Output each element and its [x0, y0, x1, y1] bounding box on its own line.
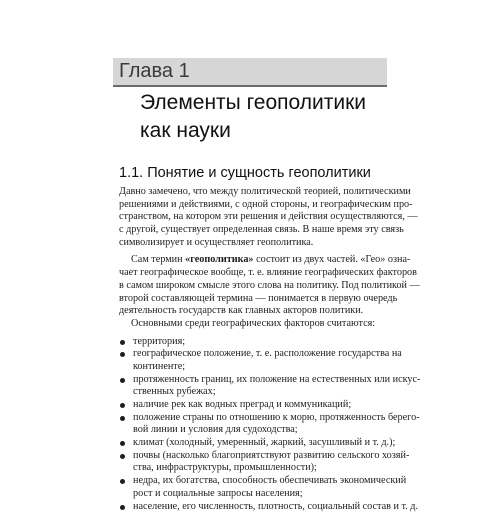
chapter-label: Глава 1 — [119, 57, 190, 85]
list-item — [119, 437, 389, 450]
list-item-text: климат (холодный, умеренный, жаркий, засушливый и т. д.); — [133, 437, 395, 448]
list-item-text: почвы (насколько благоприятствуют развитию сельского хозяй- — [133, 450, 409, 461]
list-item-text: недра, их богатства, способность обеспечивать экономический — [133, 475, 406, 486]
list-item — [119, 475, 389, 500]
list-item — [119, 374, 389, 399]
body-text — [119, 186, 389, 513]
bullet-icon — [120, 352, 125, 357]
list-item-text: географическое положение, т. е. расположение государства на — [133, 348, 402, 359]
text-line: второй составляющей термина — понимается в первую очередь — [119, 293, 389, 306]
bullet-icon — [120, 403, 125, 408]
bullet-list — [119, 336, 389, 513]
section-number: 1.1. — [119, 165, 143, 181]
list-item-text: протяженность границ, их положение на естественных или искус- — [133, 374, 420, 385]
list-item — [119, 501, 389, 513]
list-item — [119, 450, 389, 475]
list-item-text: население, его численность, плотность, социальный состав и т. д. — [133, 501, 418, 512]
list-item-text: наличие рек как водных преград и коммуникаций; — [133, 399, 351, 410]
chapter-title-line-1: Элементы геополитики — [140, 89, 390, 117]
list-item — [119, 336, 389, 349]
text-line: символизирует и осуществляет геополитика. — [119, 237, 389, 250]
bullet-icon — [120, 505, 125, 510]
text-line: Давно замечено, что между политической теорией, политическими — [119, 186, 389, 199]
list-item-text: ства, инфраструктуры, промышленности); — [133, 462, 317, 473]
list-item — [119, 412, 389, 437]
list-item-text: рост и социальные запросы населения; — [133, 488, 303, 499]
paragraph-2 — [119, 254, 389, 317]
text-line: деятельность государств как главных акторов политики. — [119, 305, 389, 318]
text-line: решениями и действиями, с одной стороны, и географическим про- — [119, 199, 389, 212]
text-line: в самом широком смысле этого слова на политику. Под политикой — — [119, 280, 389, 293]
text-line: чает географическое вообще, т. е. влияние географических факторов — [119, 267, 389, 280]
term-geopolitics: «геополитика» — [185, 254, 253, 265]
bullet-icon — [120, 441, 125, 446]
text-line: Сам термин «геополитика» состоит из двух частей. «Гео» озна- — [119, 254, 389, 267]
bullet-icon — [120, 454, 125, 459]
text-line: с другой, существует определенная связь. В наше время эту связь — [119, 224, 389, 237]
bullet-icon — [120, 340, 125, 345]
list-item-text: вой линии и условия для судоходства; — [133, 424, 298, 435]
bullet-icon — [120, 378, 125, 383]
list-item — [119, 399, 389, 412]
chapter-title — [140, 89, 390, 145]
paragraph-3: Основными среди географических факторов считаются: — [119, 318, 389, 331]
list-item-text: территория; — [133, 336, 185, 347]
text-line: странством, на котором эти решения и действия осуществляются, — — [119, 211, 389, 224]
paragraph-1 — [119, 186, 389, 249]
list-item-text: положение страны по отношению к морю, протяженность берего- — [133, 412, 420, 423]
bullet-icon — [120, 479, 125, 484]
section-title-text: Понятие и сущность геополитики — [147, 165, 371, 181]
bullet-icon — [120, 416, 125, 421]
list-item-text: ственных рубежах; — [133, 386, 216, 397]
section-title — [119, 163, 371, 183]
list-item — [119, 348, 389, 373]
list-item-text: континенте; — [133, 361, 185, 372]
chapter-title-line-2: как науки — [140, 117, 390, 145]
